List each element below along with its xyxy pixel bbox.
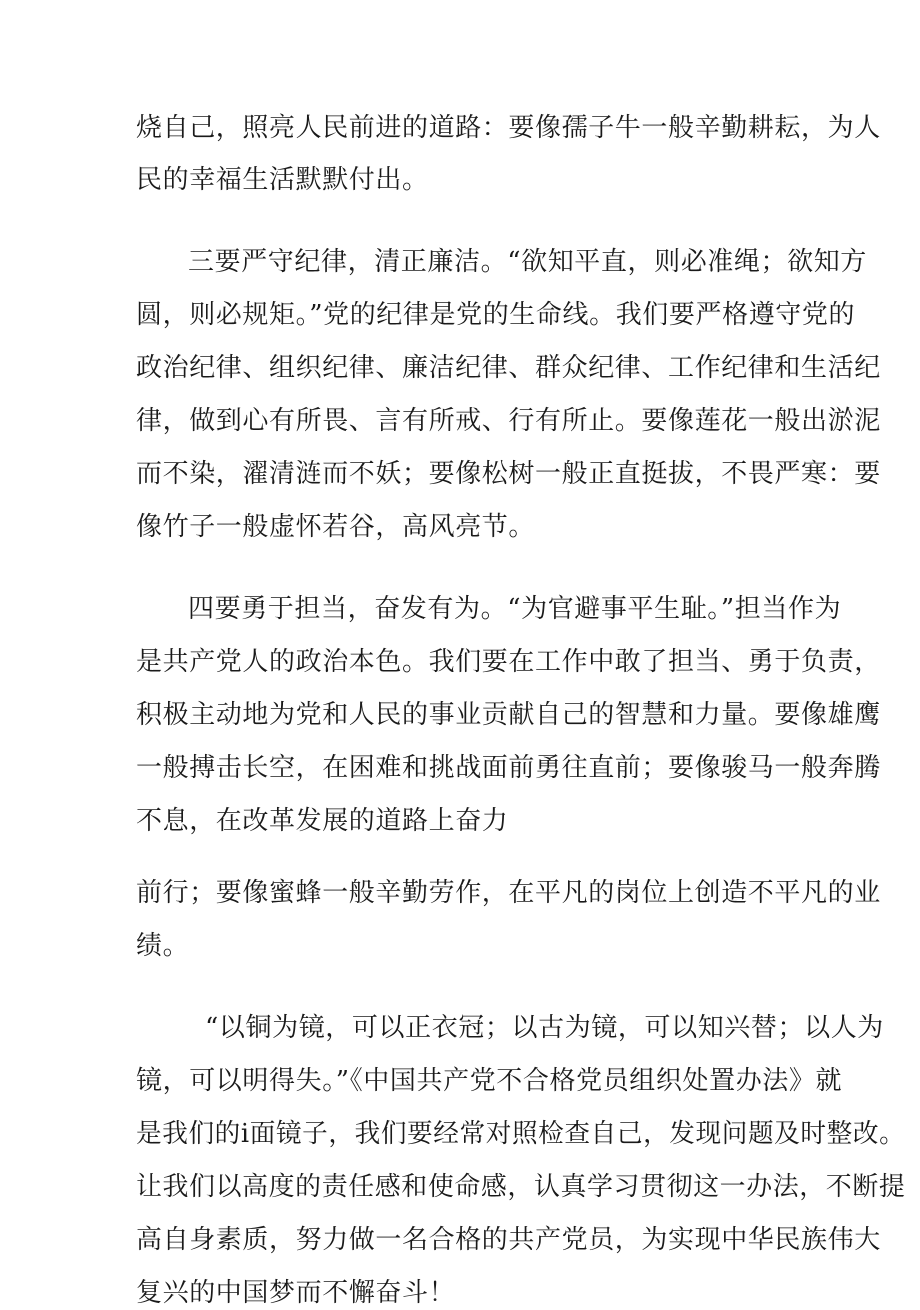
text-line: 让我们以高度的责任感和使命感，认真学习贯彻这一办法，不断提 bbox=[136, 1172, 906, 1202]
text-line: 而不染，濯清涟而不妖；要像松树一般正直挺拔，不畏严寒：要 bbox=[136, 459, 881, 489]
text-line: 镜，可以明得失。”《中国共产党不合格党员组织处置办法》就 bbox=[136, 1066, 843, 1096]
text-line: 不息，在改革发展的道路上奋力 bbox=[136, 806, 509, 836]
text-line: 积极主动地为党和人民的事业贡献自己的智慧和力量。要像雄鹰 bbox=[136, 700, 881, 730]
paragraph-start-line: “以铜为镜，可以正衣冠；以古为镜，可以知兴替；以人为 bbox=[205, 1013, 884, 1043]
text-line: 圆，则必规矩。”党的纪律是党的生命线。我们要严格遵守党的 bbox=[136, 300, 856, 330]
text-line: 民的幸福生活默默付出。 bbox=[136, 165, 429, 195]
text-line: 前行；要像蜜蜂一般辛勤劳作，在平凡的岗位上创造不平凡的业 bbox=[136, 878, 881, 908]
text-line: 烧自己，照亮人民前进的道路：要像孺子牛一般辛勤耕耘，为人 bbox=[136, 113, 881, 143]
text-line: 是我们的i面镜子，我们要经常对照检查自己，发现问题及时整改。 bbox=[136, 1119, 906, 1149]
text-line: 律，做到心有所畏、言有所戒、行有所止。要像莲花一般出淤泥 bbox=[136, 406, 881, 436]
paragraph-start-line: 三要严守纪律，清正廉洁。“欲知平直，则必准绳；欲知方 bbox=[188, 247, 867, 277]
text-line: 高自身素质，努力做一名合格的共产党员，为实现中华民族伟大 bbox=[136, 1225, 881, 1255]
text-line: 一般搏击长空，在困难和挑战面前勇往直前；要像骏马一般奔腾 bbox=[136, 753, 881, 783]
text-line: 像竹子一般虚怀若谷，高风亮节。 bbox=[136, 512, 536, 542]
text-line: 绩。 bbox=[136, 931, 190, 961]
text-line: 是共产党人的政治本色。我们要在工作中敢了担当、勇于负责， bbox=[136, 647, 881, 677]
text-line: 复兴的中国梦而不懈奋斗！ bbox=[136, 1278, 456, 1308]
text-line: 政治纪律、组织纪律、廉洁纪律、群众纪律、工作纪律和生活纪 bbox=[136, 353, 881, 383]
paragraph-start-line: 四要勇于担当，奋发有为。“为官避事平生耻。”担当作为 bbox=[188, 594, 842, 624]
